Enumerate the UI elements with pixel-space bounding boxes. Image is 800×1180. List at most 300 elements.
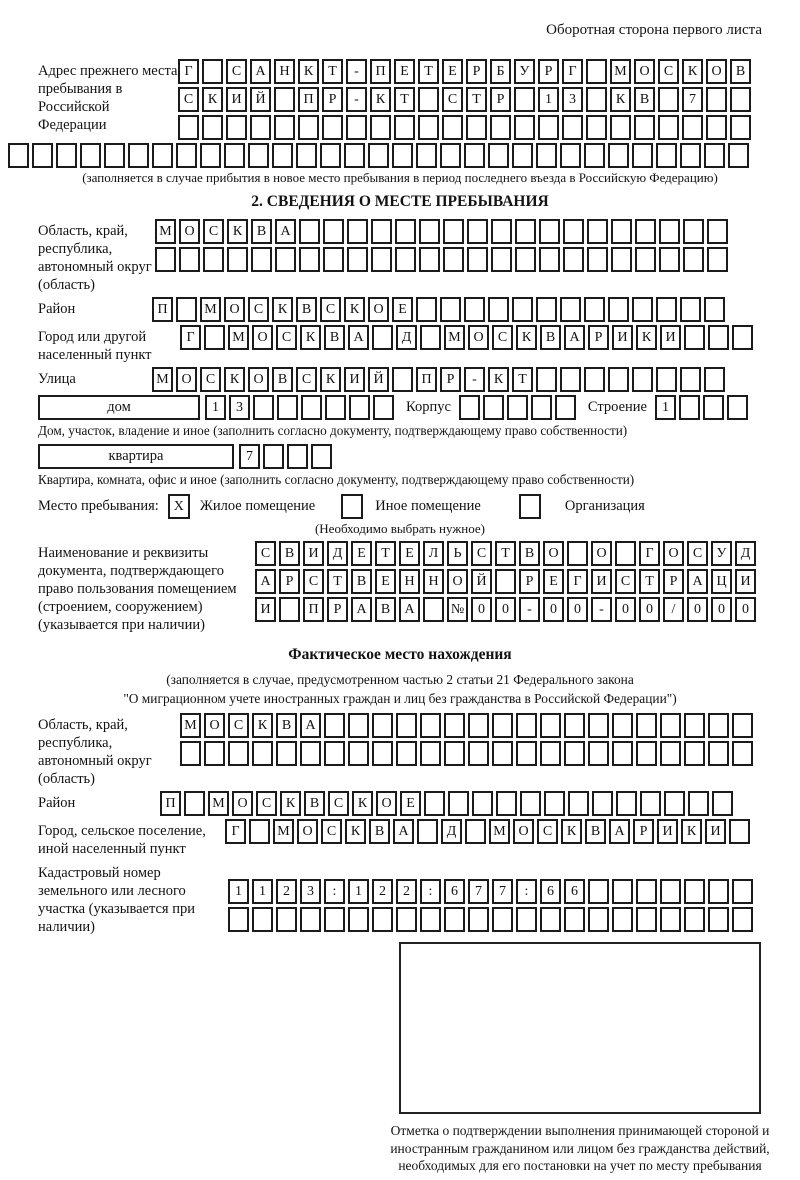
char-cell[interactable]: С <box>248 297 269 322</box>
char-cell[interactable] <box>708 741 729 766</box>
char-cell[interactable]: А <box>393 819 414 844</box>
char-cell[interactable] <box>660 907 681 932</box>
char-cell[interactable] <box>727 395 748 420</box>
char-cell[interactable]: К <box>344 297 365 322</box>
char-cell[interactable]: В <box>634 87 655 112</box>
char-cell[interactable]: П <box>303 597 324 622</box>
char-cell[interactable] <box>372 741 393 766</box>
char-cell[interactable]: С <box>200 367 221 392</box>
char-cell[interactable] <box>395 247 416 272</box>
char-cell[interactable]: В <box>585 819 606 844</box>
char-cell[interactable] <box>587 247 608 272</box>
char-cell[interactable]: / <box>663 597 684 622</box>
char-cell[interactable] <box>395 219 416 244</box>
char-cell[interactable] <box>424 791 445 816</box>
char-cell[interactable] <box>250 115 271 140</box>
char-cell[interactable] <box>104 143 125 168</box>
char-cell[interactable] <box>348 713 369 738</box>
char-cell[interactable] <box>659 247 680 272</box>
char-cell[interactable] <box>394 115 415 140</box>
char-cell[interactable] <box>276 907 297 932</box>
char-cell[interactable] <box>483 395 504 420</box>
char-cell[interactable]: Р <box>322 87 343 112</box>
char-cell[interactable]: О <box>634 59 655 84</box>
char-cell[interactable] <box>615 541 636 566</box>
char-cell[interactable] <box>588 713 609 738</box>
char-cell[interactable]: Е <box>543 569 564 594</box>
char-cell[interactable]: 0 <box>639 597 660 622</box>
char-cell[interactable]: И <box>591 569 612 594</box>
char-cell[interactable]: 1 <box>348 879 369 904</box>
char-cell[interactable]: Т <box>394 87 415 112</box>
char-cell[interactable]: Р <box>279 569 300 594</box>
char-cell[interactable] <box>202 115 223 140</box>
char-cell[interactable]: В <box>279 541 300 566</box>
char-cell[interactable] <box>323 247 344 272</box>
char-cell[interactable]: М <box>273 819 294 844</box>
char-cell[interactable] <box>252 741 273 766</box>
char-cell[interactable] <box>732 879 753 904</box>
char-cell[interactable]: И <box>657 819 678 844</box>
char-cell[interactable] <box>248 143 269 168</box>
char-cell[interactable]: В <box>251 219 272 244</box>
char-cell[interactable] <box>688 791 709 816</box>
char-cell[interactable]: К <box>300 325 321 350</box>
char-cell[interactable]: О <box>297 819 318 844</box>
char-cell[interactable] <box>704 143 725 168</box>
char-cell[interactable] <box>324 907 345 932</box>
char-cell[interactable]: В <box>369 819 390 844</box>
char-cell[interactable] <box>586 59 607 84</box>
char-cell[interactable]: Т <box>375 541 396 566</box>
char-cell[interactable]: У <box>711 541 732 566</box>
char-cell[interactable]: С <box>255 541 276 566</box>
char-cell[interactable] <box>636 741 657 766</box>
char-cell[interactable] <box>373 395 394 420</box>
char-cell[interactable] <box>416 297 437 322</box>
char-cell[interactable] <box>491 219 512 244</box>
char-cell[interactable] <box>492 907 513 932</box>
char-cell[interactable] <box>80 143 101 168</box>
char-cell[interactable] <box>325 395 346 420</box>
organization-checkbox[interactable] <box>519 494 541 519</box>
char-cell[interactable]: С <box>615 569 636 594</box>
apartment-type-field[interactable]: квартира <box>38 444 234 469</box>
char-cell[interactable] <box>492 741 513 766</box>
char-cell[interactable] <box>492 713 513 738</box>
char-cell[interactable]: Й <box>250 87 271 112</box>
char-cell[interactable]: К <box>345 819 366 844</box>
char-cell[interactable]: Й <box>368 367 389 392</box>
char-cell[interactable] <box>468 713 489 738</box>
char-cell[interactable] <box>466 115 487 140</box>
char-cell[interactable] <box>488 143 509 168</box>
char-cell[interactable] <box>419 219 440 244</box>
char-cell[interactable]: Е <box>442 59 463 84</box>
char-cell[interactable]: 0 <box>495 597 516 622</box>
char-cell[interactable] <box>732 325 753 350</box>
char-cell[interactable]: К <box>636 325 657 350</box>
char-cell[interactable] <box>299 247 320 272</box>
char-cell[interactable] <box>444 713 465 738</box>
char-cell[interactable] <box>322 115 343 140</box>
char-cell[interactable]: Р <box>490 87 511 112</box>
char-cell[interactable] <box>684 879 705 904</box>
char-cell[interactable]: Н <box>399 569 420 594</box>
char-cell[interactable] <box>544 791 565 816</box>
char-cell[interactable]: А <box>348 325 369 350</box>
char-cell[interactable] <box>396 907 417 932</box>
char-cell[interactable]: В <box>304 791 325 816</box>
char-cell[interactable]: - <box>519 597 540 622</box>
char-cell[interactable] <box>176 297 197 322</box>
char-cell[interactable] <box>491 247 512 272</box>
dwelling-checkbox[interactable]: X <box>168 494 190 519</box>
char-cell[interactable]: - <box>464 367 485 392</box>
char-cell[interactable]: С <box>228 713 249 738</box>
char-cell[interactable] <box>468 741 489 766</box>
char-cell[interactable]: - <box>591 597 612 622</box>
char-cell[interactable] <box>344 143 365 168</box>
char-cell[interactable] <box>564 741 585 766</box>
char-cell[interactable] <box>608 143 629 168</box>
char-cell[interactable]: К <box>252 713 273 738</box>
char-cell[interactable]: : <box>420 879 441 904</box>
char-cell[interactable] <box>584 143 605 168</box>
char-cell[interactable] <box>227 247 248 272</box>
char-cell[interactable] <box>514 87 535 112</box>
char-cell[interactable]: 1 <box>252 879 273 904</box>
char-cell[interactable]: О <box>179 219 200 244</box>
char-cell[interactable] <box>538 115 559 140</box>
char-cell[interactable]: 1 <box>228 879 249 904</box>
char-cell[interactable] <box>228 907 249 932</box>
char-cell[interactable]: И <box>612 325 633 350</box>
char-cell[interactable] <box>311 444 332 469</box>
char-cell[interactable]: 7 <box>239 444 260 469</box>
char-cell[interactable]: К <box>681 819 702 844</box>
char-cell[interactable]: 7 <box>682 87 703 112</box>
char-cell[interactable]: С <box>658 59 679 84</box>
char-cell[interactable]: М <box>208 791 229 816</box>
char-cell[interactable]: С <box>687 541 708 566</box>
char-cell[interactable] <box>467 247 488 272</box>
char-cell[interactable]: 6 <box>540 879 561 904</box>
char-cell[interactable] <box>658 115 679 140</box>
char-cell[interactable] <box>465 819 486 844</box>
char-cell[interactable]: А <box>564 325 585 350</box>
char-cell[interactable] <box>660 713 681 738</box>
char-cell[interactable]: : <box>324 879 345 904</box>
char-cell[interactable] <box>472 791 493 816</box>
char-cell[interactable]: И <box>303 541 324 566</box>
char-cell[interactable]: М <box>228 325 249 350</box>
char-cell[interactable] <box>392 143 413 168</box>
char-cell[interactable]: Н <box>274 59 295 84</box>
char-cell[interactable]: С <box>203 219 224 244</box>
char-cell[interactable]: С <box>442 87 463 112</box>
char-cell[interactable]: С <box>321 819 342 844</box>
char-cell[interactable] <box>348 741 369 766</box>
char-cell[interactable] <box>490 115 511 140</box>
char-cell[interactable] <box>560 297 581 322</box>
char-cell[interactable] <box>560 367 581 392</box>
char-cell[interactable] <box>564 907 585 932</box>
char-cell[interactable]: Т <box>327 569 348 594</box>
char-cell[interactable] <box>324 741 345 766</box>
char-cell[interactable] <box>636 713 657 738</box>
char-cell[interactable]: У <box>514 59 535 84</box>
char-cell[interactable]: 3 <box>562 87 583 112</box>
char-cell[interactable] <box>636 907 657 932</box>
char-cell[interactable] <box>274 87 295 112</box>
char-cell[interactable] <box>507 395 528 420</box>
char-cell[interactable] <box>347 247 368 272</box>
char-cell[interactable] <box>635 219 656 244</box>
char-cell[interactable] <box>468 907 489 932</box>
char-cell[interactable]: А <box>609 819 630 844</box>
char-cell[interactable]: С <box>296 367 317 392</box>
char-cell[interactable]: 0 <box>687 597 708 622</box>
char-cell[interactable]: А <box>255 569 276 594</box>
char-cell[interactable] <box>418 115 439 140</box>
char-cell[interactable]: 0 <box>567 597 588 622</box>
char-cell[interactable] <box>632 143 653 168</box>
char-cell[interactable]: О <box>513 819 534 844</box>
char-cell[interactable] <box>224 143 245 168</box>
char-cell[interactable] <box>443 247 464 272</box>
char-cell[interactable] <box>704 297 725 322</box>
char-cell[interactable] <box>684 907 705 932</box>
char-cell[interactable] <box>442 115 463 140</box>
char-cell[interactable] <box>588 741 609 766</box>
char-cell[interactable] <box>660 879 681 904</box>
char-cell[interactable] <box>612 741 633 766</box>
char-cell[interactable] <box>176 143 197 168</box>
char-cell[interactable] <box>300 741 321 766</box>
char-cell[interactable]: С <box>320 297 341 322</box>
char-cell[interactable]: 0 <box>471 597 492 622</box>
char-cell[interactable]: А <box>250 59 271 84</box>
char-cell[interactable]: И <box>735 569 756 594</box>
char-cell[interactable]: Т <box>466 87 487 112</box>
char-cell[interactable] <box>423 597 444 622</box>
char-cell[interactable]: В <box>276 713 297 738</box>
char-cell[interactable]: И <box>255 597 276 622</box>
char-cell[interactable] <box>729 819 750 844</box>
char-cell[interactable] <box>298 115 319 140</box>
char-cell[interactable]: Й <box>471 569 492 594</box>
char-cell[interactable] <box>277 395 298 420</box>
char-cell[interactable]: - <box>346 87 367 112</box>
char-cell[interactable] <box>204 741 225 766</box>
char-cell[interactable] <box>732 741 753 766</box>
char-cell[interactable]: Е <box>394 59 415 84</box>
char-cell[interactable]: Р <box>633 819 654 844</box>
char-cell[interactable]: Д <box>327 541 348 566</box>
char-cell[interactable]: О <box>591 541 612 566</box>
char-cell[interactable] <box>515 247 536 272</box>
char-cell[interactable]: Д <box>735 541 756 566</box>
char-cell[interactable] <box>656 297 677 322</box>
char-cell[interactable] <box>444 741 465 766</box>
char-cell[interactable] <box>588 907 609 932</box>
char-cell[interactable]: И <box>226 87 247 112</box>
char-cell[interactable] <box>632 297 653 322</box>
char-cell[interactable] <box>616 791 637 816</box>
char-cell[interactable] <box>228 741 249 766</box>
char-cell[interactable] <box>536 297 557 322</box>
char-cell[interactable] <box>658 87 679 112</box>
char-cell[interactable]: М <box>155 219 176 244</box>
char-cell[interactable]: Р <box>466 59 487 84</box>
char-cell[interactable] <box>202 59 223 84</box>
char-cell[interactable] <box>180 741 201 766</box>
char-cell[interactable] <box>634 115 655 140</box>
char-cell[interactable] <box>540 713 561 738</box>
house-type-field[interactable]: дом <box>38 395 200 420</box>
char-cell[interactable]: О <box>252 325 273 350</box>
char-cell[interactable] <box>420 325 441 350</box>
char-cell[interactable]: Р <box>663 569 684 594</box>
char-cell[interactable]: П <box>298 87 319 112</box>
char-cell[interactable]: Д <box>396 325 417 350</box>
char-cell[interactable] <box>636 879 657 904</box>
char-cell[interactable] <box>296 143 317 168</box>
char-cell[interactable]: К <box>298 59 319 84</box>
char-cell[interactable] <box>396 713 417 738</box>
char-cell[interactable] <box>659 219 680 244</box>
char-cell[interactable]: О <box>468 325 489 350</box>
char-cell[interactable] <box>263 444 284 469</box>
char-cell[interactable] <box>555 395 576 420</box>
char-cell[interactable]: Р <box>519 569 540 594</box>
char-cell[interactable] <box>683 247 704 272</box>
char-cell[interactable]: К <box>682 59 703 84</box>
char-cell[interactable] <box>320 143 341 168</box>
char-cell[interactable]: : <box>516 879 537 904</box>
char-cell[interactable]: С <box>492 325 513 350</box>
char-cell[interactable]: О <box>204 713 225 738</box>
char-cell[interactable]: Р <box>588 325 609 350</box>
char-cell[interactable] <box>587 219 608 244</box>
char-cell[interactable] <box>608 367 629 392</box>
char-cell[interactable]: С <box>303 569 324 594</box>
char-cell[interactable]: 3 <box>229 395 250 420</box>
char-cell[interactable] <box>348 907 369 932</box>
char-cell[interactable]: П <box>370 59 391 84</box>
char-cell[interactable] <box>563 219 584 244</box>
char-cell[interactable]: 6 <box>444 879 465 904</box>
char-cell[interactable] <box>703 395 724 420</box>
char-cell[interactable] <box>611 219 632 244</box>
other-premises-checkbox[interactable] <box>341 494 363 519</box>
char-cell[interactable] <box>683 219 704 244</box>
char-cell[interactable]: Р <box>538 59 559 84</box>
char-cell[interactable]: Е <box>400 791 421 816</box>
char-cell[interactable] <box>608 297 629 322</box>
char-cell[interactable]: К <box>280 791 301 816</box>
char-cell[interactable]: О <box>232 791 253 816</box>
char-cell[interactable] <box>440 143 461 168</box>
char-cell[interactable]: К <box>561 819 582 844</box>
char-cell[interactable] <box>349 395 370 420</box>
char-cell[interactable]: В <box>519 541 540 566</box>
char-cell[interactable] <box>612 907 633 932</box>
char-cell[interactable] <box>536 367 557 392</box>
char-cell[interactable] <box>372 907 393 932</box>
char-cell[interactable]: М <box>200 297 221 322</box>
char-cell[interactable]: Т <box>495 541 516 566</box>
char-cell[interactable]: Г <box>225 819 246 844</box>
char-cell[interactable] <box>562 115 583 140</box>
char-cell[interactable]: 6 <box>564 879 585 904</box>
char-cell[interactable] <box>444 907 465 932</box>
char-cell[interactable] <box>682 115 703 140</box>
char-cell[interactable] <box>540 907 561 932</box>
char-cell[interactable] <box>276 741 297 766</box>
char-cell[interactable]: Г <box>567 569 588 594</box>
char-cell[interactable] <box>372 325 393 350</box>
char-cell[interactable]: О <box>368 297 389 322</box>
char-cell[interactable] <box>323 219 344 244</box>
char-cell[interactable]: - <box>346 59 367 84</box>
char-cell[interactable]: В <box>272 367 293 392</box>
char-cell[interactable]: В <box>324 325 345 350</box>
char-cell[interactable]: Н <box>423 569 444 594</box>
char-cell[interactable]: Г <box>562 59 583 84</box>
char-cell[interactable] <box>584 367 605 392</box>
char-cell[interactable]: С <box>276 325 297 350</box>
char-cell[interactable] <box>660 741 681 766</box>
char-cell[interactable] <box>560 143 581 168</box>
char-cell[interactable] <box>512 143 533 168</box>
char-cell[interactable] <box>611 247 632 272</box>
char-cell[interactable]: П <box>152 297 173 322</box>
char-cell[interactable]: О <box>248 367 269 392</box>
char-cell[interactable] <box>732 907 753 932</box>
char-cell[interactable]: О <box>224 297 245 322</box>
char-cell[interactable]: Б <box>490 59 511 84</box>
char-cell[interactable]: 1 <box>655 395 676 420</box>
char-cell[interactable] <box>420 713 441 738</box>
char-cell[interactable] <box>516 907 537 932</box>
char-cell[interactable] <box>370 115 391 140</box>
char-cell[interactable]: К <box>516 325 537 350</box>
char-cell[interactable] <box>635 247 656 272</box>
char-cell[interactable]: А <box>399 597 420 622</box>
char-cell[interactable] <box>516 741 537 766</box>
char-cell[interactable] <box>495 569 516 594</box>
char-cell[interactable] <box>732 713 753 738</box>
char-cell[interactable]: В <box>540 325 561 350</box>
char-cell[interactable]: В <box>351 569 372 594</box>
char-cell[interactable]: 0 <box>615 597 636 622</box>
char-cell[interactable] <box>467 219 488 244</box>
char-cell[interactable]: 1 <box>205 395 226 420</box>
char-cell[interactable]: О <box>447 569 468 594</box>
char-cell[interactable] <box>712 791 733 816</box>
char-cell[interactable] <box>610 115 631 140</box>
char-cell[interactable]: М <box>610 59 631 84</box>
char-cell[interactable] <box>152 143 173 168</box>
char-cell[interactable] <box>539 219 560 244</box>
char-cell[interactable] <box>419 247 440 272</box>
char-cell[interactable] <box>684 741 705 766</box>
char-cell[interactable]: В <box>375 597 396 622</box>
char-cell[interactable]: Е <box>399 541 420 566</box>
char-cell[interactable] <box>632 367 653 392</box>
